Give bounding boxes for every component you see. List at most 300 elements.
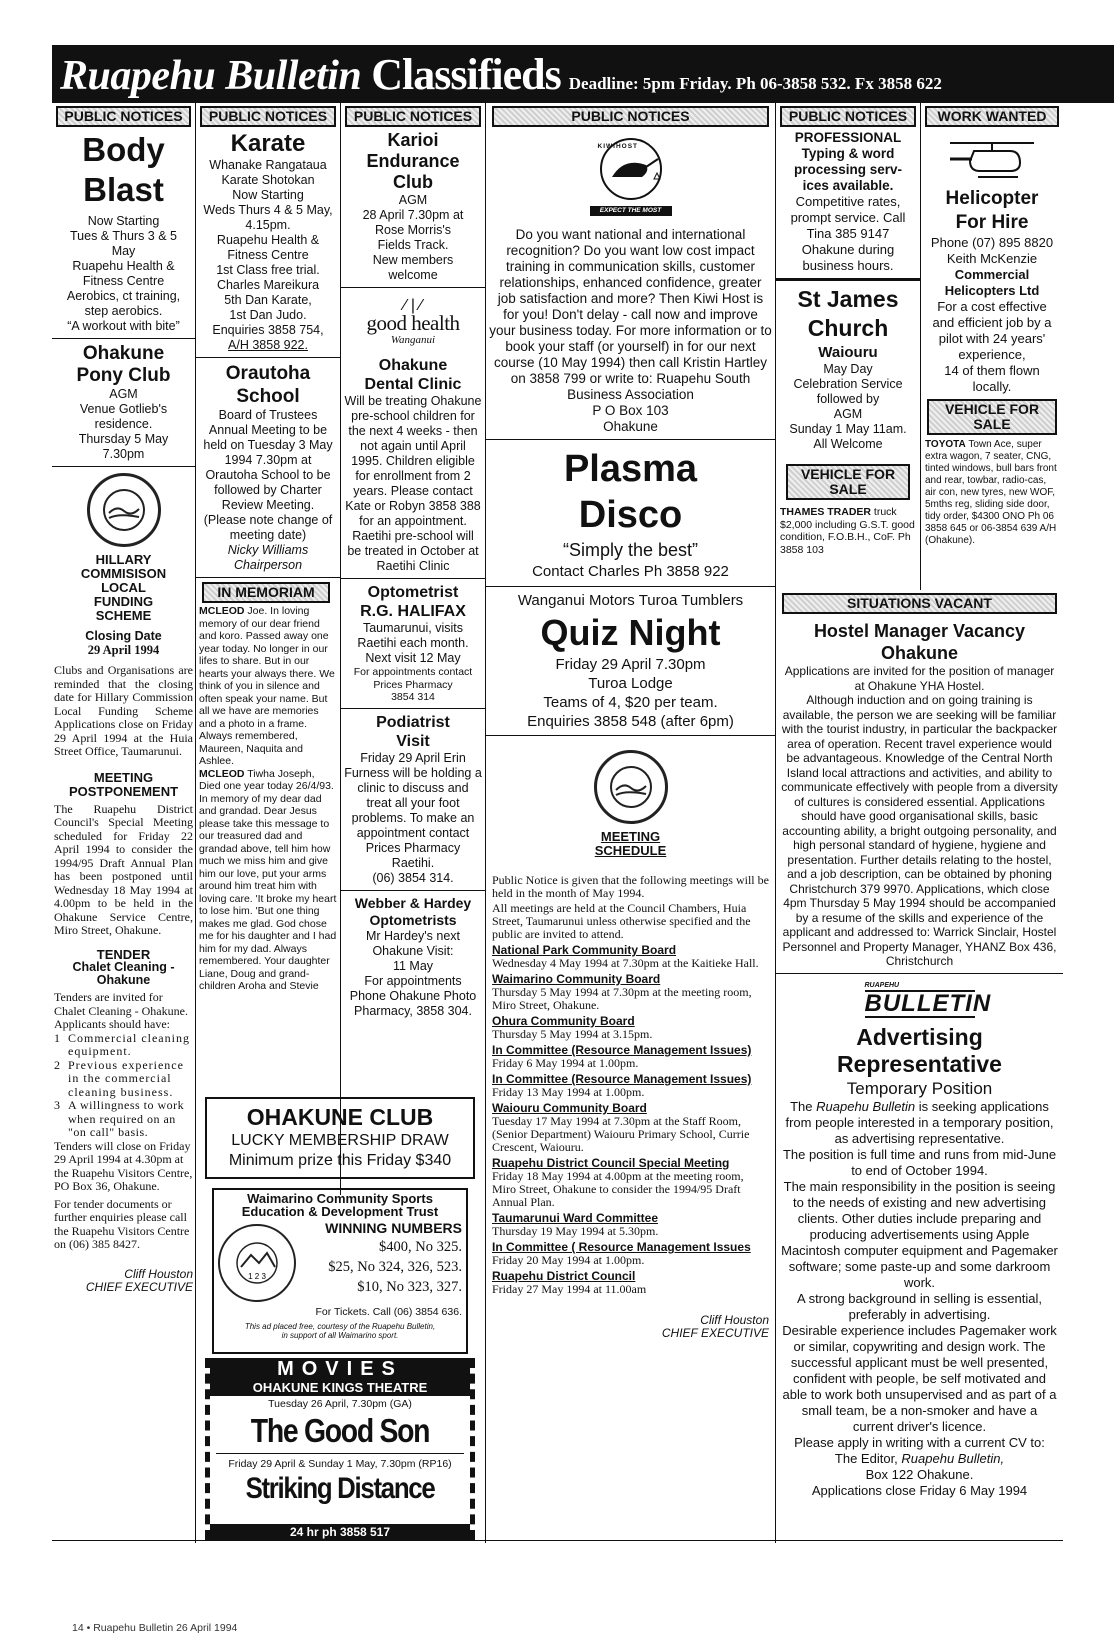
ad-line: and efficient job by a	[932, 315, 1052, 330]
schedule-item	[492, 1102, 769, 1154]
schedule-title: MEETING	[600, 829, 661, 844]
notice-title: POSTPONEMENT	[68, 783, 179, 799]
signature-title: CHIEF EXECUTIVE	[661, 1326, 769, 1340]
waimarino-seal-logo	[218, 1224, 296, 1302]
situations-vacant-section	[776, 590, 1063, 1540]
winning-line: $400, No 325.	[379, 1239, 462, 1255]
ad-line: For appointments	[364, 973, 462, 988]
ad-subtitle: Waiouru	[818, 344, 878, 361]
schedule-item-text: Friday 13 May 1994 at 1.00pm.	[492, 1085, 645, 1099]
column-2	[196, 103, 340, 1093]
section-header: WORK WANTED	[925, 106, 1059, 127]
ad-line: Minimum prize this Friday $340	[228, 1152, 452, 1169]
ad-line: Venue Gotlieb's	[79, 402, 168, 416]
schedule-item-head: In Committee ( Resource Management Issues	[492, 1240, 751, 1254]
sun-icon: ⁄ | ⁄	[403, 297, 423, 314]
list-text: Previous experience in the commercial cleaning business.	[68, 1057, 184, 1099]
divider	[486, 586, 775, 587]
ad-line: 11 May	[392, 958, 434, 973]
ad-line: For appointments contact	[353, 666, 473, 678]
memoriam-name: MCLEOD	[199, 767, 245, 780]
schedule-item-text: Friday 6 May 1994 at 1.00pm.	[492, 1056, 639, 1070]
ad-line: Charles Mareikura	[216, 278, 320, 292]
advertising-rep-ad	[776, 1024, 1063, 1499]
ad-line: Fitness Centre	[82, 274, 165, 288]
hillary-notice	[52, 553, 195, 759]
list-item	[54, 1099, 193, 1140]
ad-subtitle: Wanganui Motors Turoa Tumblers	[517, 592, 744, 609]
ad-line: For Tickets. Call (06) 3854 636.	[315, 1306, 462, 1318]
ad-title: Education & Development Trust	[241, 1204, 439, 1219]
movies-ad	[205, 1358, 475, 1540]
kiwihost-line: Ohakune	[603, 419, 658, 434]
vehicle-name: TOYOTA	[925, 439, 966, 450]
notice-subtitle: Ohakune	[96, 973, 151, 987]
kiwihost-line: P O Box 103	[592, 403, 669, 418]
ad-text-italic: Ruapehu Bulletin,	[901, 1450, 1005, 1466]
memoriam-text: Tiwha Joseph, Died one year today 26/4/93. In memory of my dear dad and grandad. Dear Jesus please take this message to our treasured dad and grandad above, tell him how much we miss him and give him our love, put your arms around him treat him with loving care. 'It broke my heart to lose him. 'But one thing makes me glad. God chose me for his daughter and I had him for my dad. Always remembered. Your daughter Liane, Doug and grand-children Aroha and Stevie	[199, 767, 337, 992]
notice-body: The Ruapehu District Council's Special Meeting scheduled for Friday 22 April 1994 to consider the 1994/95 Draft Annual Plan has been postponed until Wednesday 18 May 1994 at 4.00pm to be held in the Ohakune Service Centre, Miro Street, Ohakune.	[54, 801, 193, 937]
helicopter-icon	[944, 137, 1040, 181]
ad-body: Friday 29 April Erin Furness will be holding a clinic to discuss and treat all your foot problems. To make an appointment contact Prices Pharmacy Raetihi.	[344, 750, 482, 870]
schedule-title: SCHEDULE	[594, 843, 667, 858]
notice-body: For tender documents or further enquiries please call the Ruapehu Visitors Centre on (06) 385 8427.	[54, 1196, 190, 1251]
ad-title: ices available.	[802, 178, 894, 193]
ad-title: processing serv-	[793, 162, 903, 177]
winning-line: $25, No 324, 326, 523.	[328, 1259, 462, 1275]
logo-small-text: RUAPEHU	[864, 981, 900, 989]
ad-title: Body	[82, 131, 165, 168]
signature-name: Nicky Williams	[227, 543, 309, 557]
ad-line: step aerobics.	[84, 304, 163, 318]
ad-line: 1st Dan Judo.	[229, 308, 307, 322]
ad-text: The Editor,	[834, 1450, 898, 1466]
divider	[341, 890, 485, 891]
ad-line: at Ohakune YHA Hostel.	[854, 678, 985, 693]
kiwihost-logo	[584, 137, 678, 213]
ad-title: Optometrists	[369, 911, 457, 928]
schedule-item-head: Ohura Community Board	[492, 1014, 635, 1028]
list-item	[54, 1032, 193, 1059]
section-header: VEHICLE FOR SALE	[927, 399, 1057, 435]
memoriam-entry	[196, 768, 340, 993]
ad-line: Next visit 12 May	[365, 651, 461, 665]
ad-line: Competitive rates,	[795, 194, 901, 209]
notice-body: Tenders are invited for Chalet Cleaning - Ohakune.	[54, 990, 188, 1018]
ad-line: Enquiries 3858 754,	[212, 323, 324, 337]
orautoha-ad	[196, 362, 340, 573]
kiwihost-line: Business Association	[567, 387, 694, 402]
ad-title: Quiz Night	[540, 612, 721, 653]
ad-title: Plasma	[563, 448, 698, 490]
ad-line: “A workout with bite”	[67, 319, 180, 333]
logo-text: KIWIHOST	[597, 143, 638, 150]
ad-text: is seeking applications from people interested in a temporary position, as advertising representative.	[785, 1098, 1054, 1146]
column-1	[52, 103, 195, 1641]
ad-title: OHAKUNE CLUB	[246, 1104, 434, 1130]
section-header: IN MEMORIAM	[202, 582, 330, 603]
ad-line: Tues & Thurs 3 & 5	[70, 229, 177, 243]
divider	[341, 708, 485, 709]
bottom-rule	[52, 1540, 1063, 1541]
ad-title: Club	[393, 172, 433, 192]
ad-line: 7.30pm	[102, 447, 145, 461]
ad-line: LUCKY MEMBERSHIP DRAW	[231, 1132, 449, 1149]
pony-club-ad	[52, 343, 195, 462]
ad-body	[218, 1220, 462, 1302]
closing-label: Closing Date	[85, 629, 162, 643]
memoriam-entry	[196, 605, 340, 768]
ad-title: School	[236, 386, 300, 407]
notice-title: FUNDING	[93, 594, 154, 609]
webber-hardey-ad	[341, 895, 485, 1019]
masthead-title: Ruapehu Bulletin	[60, 53, 362, 99]
schedule-item	[492, 973, 769, 1012]
list-text: A willingness to work when required on an "on call" basis.	[68, 1098, 185, 1139]
signature-name: Cliff Houston	[700, 1313, 769, 1327]
ad-line: 1st Class free trial.	[216, 263, 320, 277]
divider	[776, 278, 920, 281]
notice-title: HILLARY	[95, 552, 152, 567]
ad-line: All Welcome	[813, 437, 883, 451]
dental-clinic-ad	[341, 356, 485, 574]
ad-line: For a cost effective	[937, 299, 1047, 314]
ad-line: Phone Ohakune Photo	[349, 988, 477, 1003]
section-header: PUBLIC NOTICES	[345, 106, 481, 127]
divider	[52, 466, 195, 467]
divider	[341, 287, 485, 288]
ad-paragraph: The main responsibility in the position is seeing to the needs of existing and new advertising clients. Other duties include preparing and producing advertisements using Apple Macintosh computer equipment and Pagemaker software; some paste-up and some darkroom work.	[781, 1178, 1058, 1290]
ad-phone: (06) 3854 314.	[372, 870, 454, 885]
thames-ad	[776, 506, 920, 556]
logo-text: good health	[366, 311, 460, 335]
ad-line: experience,	[958, 347, 1026, 362]
ad-line: AGM	[833, 407, 863, 421]
ad-line: Weds Thurs 4 & 5 May,	[203, 203, 333, 217]
divider	[52, 338, 195, 339]
ad-paragraph: Desirable experience includes Pagemaker work or similar, copywriting and design work. The successful applicant must be well presented, confident with people, be self motivated and able to work both unsupervised and as part of a small team, be a non-smoker and have a current driver's licence.	[782, 1322, 1057, 1434]
ad-line: Helicopters Ltd	[944, 283, 1040, 298]
ad-title: Blast	[83, 171, 164, 208]
ad-line: Thursday 5 May	[78, 432, 169, 446]
ad-line: Please apply in writing with a current CV to:	[794, 1434, 1045, 1450]
halifax-ad	[341, 583, 485, 704]
ad-title: Advertising	[856, 1023, 983, 1050]
podiatrist-ad	[341, 713, 485, 886]
page-footer: 14 • Ruapehu Bulletin 26 April 1994	[72, 1622, 238, 1634]
ad-line: welcome	[388, 268, 438, 282]
toyota-ad	[921, 439, 1063, 547]
list-num: 3	[54, 1098, 60, 1112]
schedule-item-head: Ruapehu District Council	[492, 1269, 636, 1283]
ad-title: Ohakune	[82, 343, 165, 364]
ad-line: 14 of them flown	[944, 363, 1040, 378]
ad-tagline: “Simply the best”	[562, 540, 699, 560]
screening-date: Tuesday 26 April, 7.30pm (GA)	[268, 1398, 412, 1410]
section-header: PUBLIC NOTICES	[492, 106, 769, 127]
section-header: PUBLIC NOTICES	[56, 106, 191, 127]
meeting-postponement-notice	[52, 771, 195, 938]
screening-date: Friday 29 April & Sunday 1 May, 7.30pm (RP16)	[216, 1453, 464, 1471]
ad-line: Phone (07) 895 8820	[930, 235, 1054, 250]
schedule-item	[492, 1241, 769, 1267]
vehicle-name: THAMES TRADER	[780, 506, 871, 518]
schedule-item-text: Thursday 5 May 1994 at 7.30pm at the meeting room, Miro Street, Ohakune.	[492, 985, 752, 1012]
notice-title: MEETING	[93, 769, 154, 785]
ad-title: R.G. HALIFAX	[360, 603, 466, 620]
notice-title: SCHEME	[95, 608, 152, 623]
notice-body: Applicants should have:	[54, 1017, 170, 1031]
kiwihost-body: Do you want national and international recognition? Do you want low cost impact training in communication skills, customer relationships, enhanced confidence, greater job satisfaction and more? Then Kiwi Host is for you! Don't delay - call now and improve your business today. For more information or to book your staff (or yourself) in for our next course (10 May 1994) then call Kristin Hartley on 3858 799 or write to: Ruapehu South	[489, 227, 772, 386]
theatre-name: OHAKUNE KINGS THEATRE	[210, 1380, 470, 1396]
ad-line: Sunday 1 May 11am.	[789, 422, 907, 436]
ad-line: Enquiries 3858 548 (after 6pm)	[527, 713, 734, 730]
winning-numbers	[296, 1220, 462, 1302]
ad-line: Now Starting	[87, 214, 160, 228]
schedule-item-text: Friday 20 May 1994 at 1.00pm.	[492, 1253, 645, 1267]
ad-line: Teams of 4, $20 per team.	[543, 694, 718, 711]
meeting-schedule	[486, 874, 775, 1340]
ad-line: 3854 314	[391, 691, 435, 703]
ad-line: AGM	[398, 193, 428, 207]
ad-title: Church	[807, 315, 889, 341]
schedule-item	[492, 1270, 769, 1296]
hostel-manager-ad	[776, 620, 1063, 969]
closing-date: 29 April 1994	[87, 643, 160, 657]
column-5	[776, 103, 920, 590]
vehicle-desc: truck $2,000 including G.S.T. good condition, F.O.B.H., CoF. Ph 3858 103	[780, 506, 915, 556]
ad-line: prompt service. Call	[790, 210, 906, 225]
ad-line: Celebration Service	[793, 377, 903, 391]
ad-note: in support of all Waimarino sport.	[281, 1331, 399, 1340]
film-title: Striking Distance	[245, 1472, 435, 1505]
ad-title: Representative	[837, 1050, 1002, 1077]
schedule-item-head: Ruapehu District Council Special Meeting	[492, 1156, 730, 1170]
section-header: PUBLIC NOTICES	[200, 106, 336, 127]
ad-title: Optometrist	[367, 584, 459, 601]
ad-title: Endurance	[366, 151, 460, 171]
schedule-item-text: Thursday 5 May 1994 at 3.15pm.	[492, 1027, 653, 1041]
ad-title: Karioi	[387, 130, 439, 150]
memoriam-text: Joe. In loving memory of our dear friend and koro. Passed away one year today. No longer in our lifes to share. But in our hearts your always there. We think of you in silence and often speak your name. But all we have are memories and a photo in a frame. Always remembered, Maureen, Naquita and Ashlee.	[199, 605, 335, 767]
ad-body: Although induction and on going training is available, the person we are seeking will be familiar with the tourist industry, in particular the backpacker area of operation. Recent travel experience would be advantageous. Knowledge of the Central North Island local attractions and activities, and ability to communicate effectively with people from a diversity of cultures is considered essential. Applications should have good organisational skills, basic accounting ability, a bright outgoing personality, and high personal standard of hygiene, hygiene and presentation. Further details relating to the hostel, and a job description, can be obtained by phoning Christchurch 379 9970. Applications, which close 4pm Thursday 5 May 1994 should be accompanied by a resume of the skills and experience of the applicant and addressed to: Warrick Sinclair, Hostel Personnel and Property Manager, YHANZ Box 436, Christchurch	[781, 693, 1058, 968]
signature-name: Cliff Houston	[124, 1266, 193, 1281]
ad-line: Aerobics, ct training,	[66, 289, 181, 303]
ad-title: Karate	[230, 130, 306, 157]
ad-line: Ruapehu Health &	[72, 259, 175, 273]
memoriam-name: MCLEOD	[199, 605, 245, 617]
notice-title: TENDER	[96, 946, 151, 962]
ad-line: Mr Hardey's next	[365, 928, 461, 943]
ad-line: Prices Pharmacy	[373, 678, 453, 691]
schedule-item	[492, 1157, 769, 1209]
ad-line: May	[111, 244, 136, 258]
ad-line: followed by	[816, 392, 880, 406]
ad-body: Board of Trustees Annual Meeting to be held on Tuesday 3 May 1994 7.30pm at Orautoha School to be followed by Charter Review Meeting. (Please note change of meeting date)	[203, 408, 333, 542]
ad-line	[776, 1451, 1063, 1467]
column-6	[921, 103, 1063, 590]
section-header: VEHICLE FOR SALE	[786, 464, 910, 500]
karate-ad	[196, 130, 340, 353]
ad-line: Pharmacy, 3858 304.	[354, 1003, 472, 1018]
ad-line: Rose Morris's	[374, 223, 451, 237]
ad-line: pilot with 24 years'	[938, 331, 1046, 346]
ad-line: Taumarunui, visits	[362, 621, 464, 635]
ad-title: Helicopter	[945, 188, 1039, 209]
ad-title: Ohakune	[378, 357, 448, 374]
ad-title: Disco	[578, 494, 683, 536]
column-3	[341, 103, 485, 1093]
ad-line: May Day	[823, 362, 873, 376]
ad-text: The	[790, 1098, 813, 1114]
ad-title: Dental Clinic	[364, 376, 462, 393]
notice-subtitle: Chalet Cleaning -	[72, 960, 175, 974]
schedule-item	[492, 1212, 769, 1238]
winning-line: $10, No 323, 327.	[357, 1279, 462, 1295]
church-ad	[776, 285, 920, 452]
notice-title: COMMISISON	[80, 566, 167, 581]
ad-line: Tina 385 9147	[806, 226, 890, 241]
schedule-intro: Public Notice is given that the following meetings will be held in the month of May 1994.	[492, 873, 769, 900]
plasma-disco-ad	[486, 446, 775, 582]
divider	[486, 735, 775, 736]
good-health-logo	[341, 297, 485, 346]
ad-line: Whanake Rangataua	[209, 158, 327, 172]
quiz-night-ad	[486, 591, 775, 731]
schedule-item-head: National Park Community Board	[492, 943, 677, 957]
council-seal-logo	[87, 473, 161, 547]
divider	[341, 578, 485, 579]
divider	[776, 973, 1063, 974]
ad-line: Box 122 Ohakune.	[865, 1466, 974, 1482]
winning-title: WINNING NUMBERS	[325, 1220, 462, 1236]
notice-body: Tenders will close on Friday 29 April 1994 at 4.30pm at the Ruapehu Visitors Centre, PO Box 36, Ohakune.	[54, 1138, 193, 1193]
ad-line: New members	[372, 253, 454, 267]
seal-icon	[598, 754, 664, 820]
logo-tag: EXPECT THE MOST	[590, 206, 672, 216]
logo-subtext: Wanganui	[390, 334, 436, 346]
schedule-item	[492, 944, 769, 970]
ad-line: Ruapehu Health &	[216, 233, 320, 247]
masthead-classifieds: Classifieds	[371, 50, 561, 99]
ad-line: Applications are invited for the position of manager	[784, 664, 1055, 678]
waimarino-ad	[212, 1188, 468, 1354]
ad-title: Waimarino Community Sports	[247, 1191, 433, 1206]
phone-bar: 24 hr ph 3858 517	[210, 1524, 470, 1540]
ad-line: Turoa Lodge	[588, 675, 673, 692]
list-num: 1	[54, 1030, 60, 1045]
notice-body: Clubs and Organisations are reminded that the closing date for Hillary Commission Local Funding Scheme Applications close on Friday 29 April 1994 at the Huia Street Office, Taumarunui.	[54, 663, 193, 758]
schedule-item-head: In Committee (Resource Management Issues)	[492, 1072, 752, 1086]
ad-title: Orautoha	[225, 363, 311, 384]
ad-line: Fitness Centre	[227, 248, 309, 262]
ad-line: Now Starting	[232, 188, 304, 202]
ad-line: Keith McKenzie	[946, 251, 1038, 266]
film-title: The Good Son	[250, 1411, 430, 1449]
ad-title: PROFESSIONAL	[794, 130, 902, 145]
ad-line: AGM	[109, 387, 138, 401]
schedule-item	[492, 1015, 769, 1041]
ad-title: Typing & word	[801, 146, 895, 161]
ad-body: Will be treating Ohakune pre-school children for the next 4 weeks - then not again until April 1995. Children eligible for enrollment from 2 years. Please contact Kate or Robyn 3858 388 for an appointment. Raetihi pre-school will be treated in October at Raetihi Clinic	[344, 394, 482, 573]
ad-paragraph: The position is full time and runs from mid-June to end of October 1994.	[782, 1146, 1057, 1178]
list-text: Commercial cleaning equipment.	[68, 1030, 190, 1058]
schedule-item	[492, 1073, 769, 1099]
body-blast-ad	[52, 130, 195, 334]
ohakune-club-ad	[205, 1097, 475, 1179]
ad-line: Karate Shotokan	[221, 173, 315, 187]
ad-line: Raetihi each month.	[357, 636, 469, 650]
ad-title: St James	[797, 286, 899, 312]
schedule-item-text: Friday 27 May 1994 at 11.00am	[492, 1282, 647, 1296]
seal-icon	[91, 477, 157, 543]
ad-line: Fields Track.	[377, 238, 449, 252]
ad-line: business hours.	[802, 258, 894, 273]
list-num: 2	[54, 1057, 60, 1072]
schedule-item	[492, 1044, 769, 1070]
ad-title: Pony Club	[76, 365, 171, 386]
ad-title: Visit	[396, 732, 430, 750]
ad-contact: Contact Charles Ph 3858 922	[532, 563, 729, 580]
ad-line: locally.	[972, 379, 1012, 394]
divider	[196, 577, 340, 578]
notice-title: LOCAL	[101, 580, 146, 595]
vehicle-desc: Town Ace, super extra wagon, 7 seater, CNG, tinted windows, bull bars front and rear, towbar, radio-cas, air con, new tyres, new WOF, 5mths reg, sliding side door, tidy order, $4300 ONO Ph 06 3858 645 or 06-3854 639 A/H (Ohakune).	[925, 439, 1057, 546]
list-item	[54, 1059, 193, 1100]
divider	[486, 439, 775, 440]
karioi-ad	[341, 130, 485, 283]
ad-subtitle: Temporary Position	[846, 1078, 993, 1098]
ad-paragraph: A strong background in selling is essential, preferably in advertising.	[797, 1290, 1042, 1322]
schedule-item-text: Wednesday 4 May 1994 at 7.30pm at the Kaitieke Hall.	[492, 956, 759, 970]
divider	[196, 357, 340, 358]
tender-notice	[52, 948, 195, 1295]
schedule-item-text: Tuesday 17 May 1994 at 7.30pm at the Staff Room, (Senior Department) Waiouru Primary School, Currie Crescent, Waiouru.	[492, 1114, 750, 1154]
logo-text: BULLETIN	[864, 989, 992, 1017]
ad-line: Ohakune during	[801, 242, 895, 257]
ad-line: 28 April 7.30pm at	[362, 208, 464, 222]
schedule-item-text: Thursday 19 May 1994 at 5.30pm.	[492, 1224, 659, 1238]
ad-line: Friday 29 April 7.30pm	[555, 656, 706, 673]
signature-title: CHIEF EXECUTIVE	[85, 1280, 193, 1294]
typing-ad	[776, 130, 920, 274]
ad-line: Applications close Friday 6 May 1994	[811, 1482, 1028, 1498]
schedule-item-head: Waimarino Community Board	[492, 972, 661, 986]
ad-title: MOVIES	[210, 1358, 470, 1380]
schedule-item-text: Friday 18 May 1994 at 4.00pm at the meeting room, Miro Street, Ohakune to consider the 1994/95 Draft Annual Plan.	[492, 1169, 744, 1209]
ad-paragraph	[776, 1099, 1063, 1147]
section-header: SITUATIONS VACANT	[782, 593, 1057, 614]
ad-line: Commercial	[954, 267, 1030, 282]
ad-title: Ohakune	[880, 643, 959, 663]
ad-text-italic: Ruapehu Bulletin	[816, 1098, 916, 1114]
seal-icon	[229, 1235, 285, 1291]
ad-title: Webber & Hardey	[354, 894, 472, 911]
ad-line: A/H 3858 922.	[228, 338, 308, 352]
ad-title: For Hire	[955, 212, 1029, 233]
bulletin-logo	[864, 981, 992, 1018]
schedule-item-head: Taumarunui Ward Committee	[492, 1211, 659, 1225]
schedule-intro: All meetings are held at the Council Chambers, Huia Street, Taumarunui unless otherwise specified and the public are invited to attend.	[492, 901, 751, 941]
ad-title: Hostel Manager Vacancy	[813, 621, 1026, 641]
council-seal-logo	[594, 750, 668, 824]
ad-note: This ad placed free, courtesy of the Ruapehu Bulletin,	[244, 1321, 436, 1331]
section-header: PUBLIC NOTICES	[780, 106, 916, 127]
schedule-item-head: Waiouru Community Board	[492, 1101, 647, 1115]
ad-line: residence.	[94, 417, 153, 431]
svg-text:1 2 3: 1 2 3	[248, 1272, 266, 1281]
helicopter-ad	[921, 187, 1063, 395]
